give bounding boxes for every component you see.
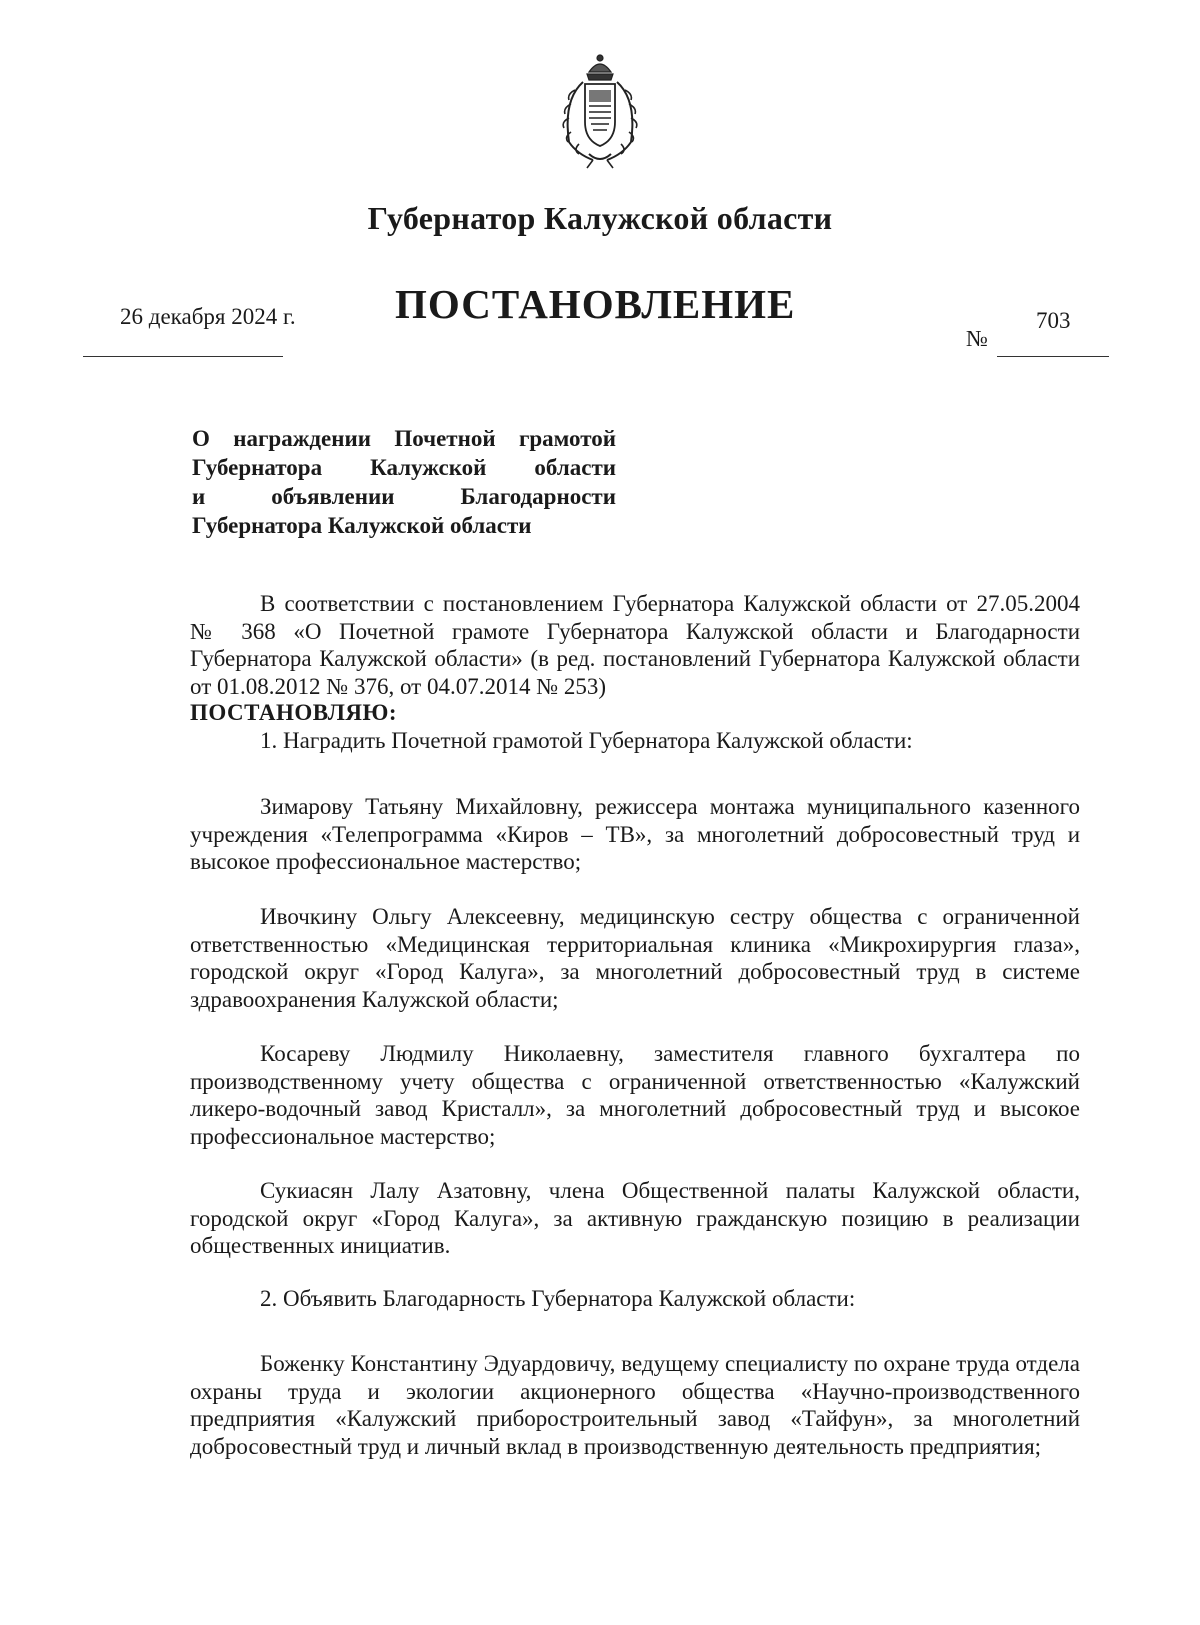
item1-heading [190, 727, 1080, 755]
thanks-paragraph [190, 1350, 1080, 1460]
thanks-text: Боженку Константину Эдуардовичу, ведущему специалисту по охране труда отдела охраны труда и экологии акционерного общества «Научно-производственного предприятия «Калужский приборостроительный завод «Тайфун», за многолетний добросовестный труд и личный вклад в производственную деятельность предприятия; [190, 1351, 1080, 1459]
document-type-title: ПОСТАНОВЛЕНИЕ [395, 281, 796, 327]
document-number: 703 [1036, 308, 1071, 333]
coat-of-arms-emblem-icon [553, 50, 647, 170]
document-date: 26 декабря 2024 г. [120, 304, 296, 329]
award-paragraph [190, 903, 1080, 1013]
award-paragraph [190, 1177, 1080, 1260]
subject-line: Губернатора Калужской области [192, 513, 532, 538]
issuing-authority: Губернатор Калужской области [367, 200, 833, 236]
number-sign: № [966, 326, 988, 351]
item1-heading-text: 1. Наградить Почетной грамотой Губернатора Калужской области: [260, 728, 913, 753]
award-paragraph [190, 1040, 1080, 1150]
preamble-paragraph [190, 590, 1080, 700]
award-text: Сукиасян Лалу Азатовну, члена Общественной палаты Калужской области, городской округ «Город Калуга», за активную гражданскую позицию в реализации общественных инициатив. [190, 1178, 1080, 1258]
preamble-text: В соответствии с постановлением Губернатора Калужской области от 27.05.2004 № 368 «О Почетной грамоте Губернатора Калужской области и Благодарности Губернатора Калужской области» (в ред. постановлений Губернатора Калужской области от 01.08.2012 № 376, от 04.07.2014 № 253) [190, 591, 1080, 699]
award-paragraph [190, 793, 1080, 876]
award-text: Ивочкину Ольгу Алексеевну, медицинскую сестру общества с ограниченной ответственностью «Медицинская территориальная клиника «Микрохирургия глаза», городской округ «Город Калуга», за многолетний добросовестный труд в системе здравоохранения Калужской области; [190, 904, 1080, 1012]
subject-line: Губернатора Калужской области [192, 455, 616, 480]
command-word: ПОСТАНОВЛЯЮ: [190, 700, 398, 725]
command-paragraph [190, 699, 1080, 727]
document-subject [192, 424, 616, 540]
award-text: Зимарову Татьяну Михайловну, режиссера монтажа муниципального казенного учреждения «Телепрограмма «Киров – ТВ», за многолетний добросовестный труд и высокое профессиональное мастерство; [190, 794, 1080, 874]
item2-heading-text: 2. Объявить Благодарность Губернатора Калужской области: [260, 1286, 856, 1311]
award-text: Косареву Людмилу Николаевну, заместителя главного бухгалтера по производственному учету общества с ограниченной ответственностью «Калужский ликеро-водочный завод Кристалл», за многолетний добросовестный труд и высокое профессиональное мастерство; [190, 1041, 1080, 1149]
item2-heading [190, 1285, 1080, 1313]
date-underline [83, 356, 283, 357]
number-underline [997, 356, 1109, 357]
subject-line: и объявлении Благодарности [192, 484, 616, 509]
subject-line: О награждении Почетной грамотой [192, 426, 616, 451]
